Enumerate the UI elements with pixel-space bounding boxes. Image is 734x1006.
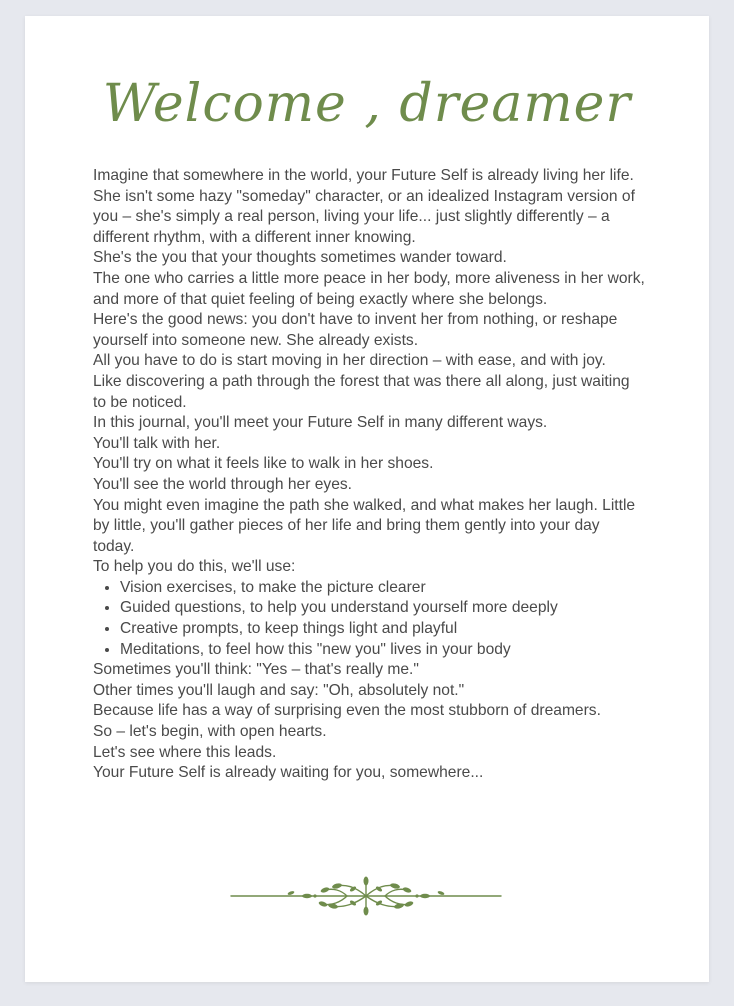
paragraph: You might even imagine the path she walked, and what makes her laugh. Little by little, you'll gather pieces of her life and bring them gently into your day today.	[93, 496, 636, 555]
paragraph: She isn't some hazy "someday" character, or an idealized Instagram version of you – she's simply a real person, living your life... just slightly differently – a different rhythm, with a different inner knowing.	[93, 187, 635, 246]
list-item: • Meditations, to feel how this "new you" lives in your body	[120, 640, 645, 661]
intro-text	[93, 166, 645, 784]
list-item: • Guided questions, to help you understand yourself more deeply	[120, 598, 645, 619]
list-item: • Vision exercises, to make the picture clearer	[120, 578, 645, 599]
paragraph: You'll try on what it feels like to walk in her shoes.	[93, 455, 434, 473]
paragraph: Here's the good news: you don't have to invent her from nothing, or reshape yourself into someone new. She already exists.	[93, 311, 618, 349]
paragraph: In this journal, you'll meet your Future Self in many different ways.	[93, 414, 548, 432]
paragraph: Let's see where this leads.	[93, 743, 277, 761]
paragraph: To help you do this, we'll use:	[93, 558, 296, 576]
paragraph: Like discovering a path through the forest that was there all along, just waiting to be noticed.	[93, 372, 630, 411]
paragraph: Your Future Self is already waiting for you, somewhere...	[93, 764, 484, 782]
leafy-vine-divider-icon	[229, 874, 503, 918]
tools-list	[93, 578, 645, 660]
paragraph: Other times you'll laugh and say: "Oh, absolutely not."	[93, 681, 465, 699]
paragraph: Sometimes you'll think: "Yes – that's really me."	[93, 661, 419, 679]
paragraph: She's the you that your thoughts sometimes wander toward.	[93, 249, 507, 267]
paragraph: You'll see the world through her eyes.	[93, 475, 352, 493]
paragraph: So – let's begin, with open hearts.	[93, 723, 327, 741]
page-title: Welcome , dreamer	[102, 74, 632, 134]
paragraph: Because life has a way of surprising even the most stubborn of dreamers.	[93, 702, 601, 720]
list-item: • Creative prompts, to keep things light and playful	[120, 619, 645, 640]
paragraph: The one who carries a little more peace in her body, more aliveness in her work, and more of that quiet feeling of being exactly where she belongs.	[93, 269, 645, 308]
paragraph: Imagine that somewhere in the world, your Future Self is already living her life.	[93, 167, 634, 184]
journal-page	[25, 16, 709, 982]
paragraph: All you have to do is start moving in her direction – with ease, and with joy.	[93, 352, 606, 370]
paragraph: You'll talk with her.	[93, 434, 221, 452]
